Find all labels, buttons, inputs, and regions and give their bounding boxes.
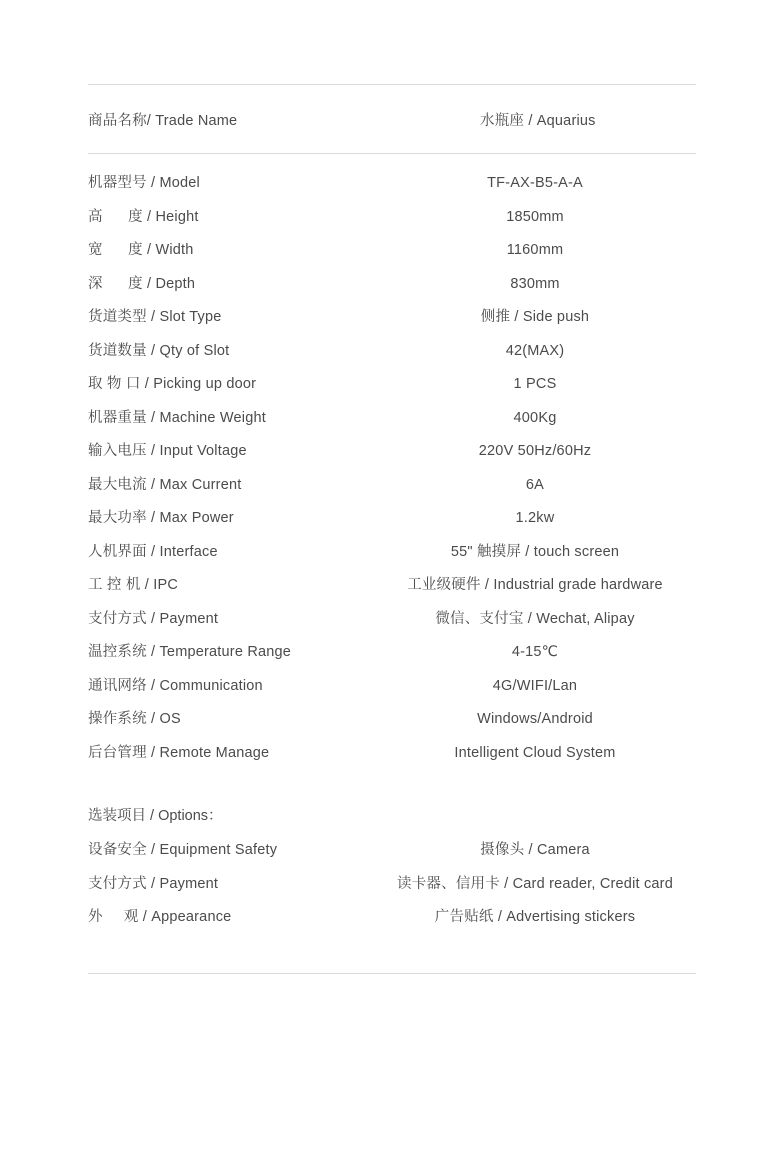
spec-value: 1160mm xyxy=(506,242,564,258)
spec-value: 工业级硬件 / Industrial grade hardware xyxy=(407,577,663,593)
spec-label: 输入电压 / Input Voltage xyxy=(88,443,247,459)
spec-row xyxy=(88,305,696,339)
bottom-divider-wrap xyxy=(88,973,696,974)
spec-row xyxy=(88,707,696,741)
spec-label: 机器重量 / Machine Weight xyxy=(88,409,266,426)
spec-value: 55" 触摸屏 / touch screen xyxy=(450,543,620,560)
spec-value: 42(MAX) xyxy=(505,342,565,359)
option-label: 支付方式 / Payment xyxy=(88,875,219,892)
spec-value: Windows/Android xyxy=(477,711,593,727)
spec-value: 830mm xyxy=(510,275,560,292)
spec-label: 通讯网络 / Communication xyxy=(88,677,263,694)
option-value: 广告贴纸 / Advertising stickers xyxy=(434,909,636,925)
spec-label: 深 度 / Depth xyxy=(88,275,196,292)
spec-row xyxy=(88,339,696,373)
spec-value: 1850mm xyxy=(506,208,564,225)
spec-label: 最大电流 / Max Current xyxy=(88,476,242,493)
spec-label: 机器型号 / Model xyxy=(88,175,200,191)
spec-value: 4-15℃ xyxy=(511,644,559,660)
spec-row xyxy=(88,573,696,607)
spec-row xyxy=(88,406,696,440)
options-title-label: 选装项目 / Options： xyxy=(88,808,223,824)
option-row xyxy=(88,838,696,872)
spec-row xyxy=(88,640,696,674)
spec-row xyxy=(88,473,696,507)
spec-label: 高 度 / Height xyxy=(88,208,199,225)
option-label: 设备安全 / Equipment Safety xyxy=(88,842,278,858)
spec-label: 货道类型 / Slot Type xyxy=(88,309,222,325)
option-row xyxy=(88,872,696,906)
spec-label: 最大功率 / Max Power xyxy=(88,510,234,526)
options-title xyxy=(88,804,696,838)
spec-value: 220V 50Hz/60Hz xyxy=(478,443,592,459)
spec-row xyxy=(88,741,696,775)
spec-value: Intelligent Cloud System xyxy=(454,744,616,761)
spec-value: 微信、支付宝 / Wechat, Alipay xyxy=(435,610,635,627)
spec-label: 宽 度 / Width xyxy=(88,242,194,258)
spec-label: 温控系统 / Temperature Range xyxy=(88,644,292,660)
spec-label: 后台管理 / Remote Manage xyxy=(88,744,270,761)
spec-content xyxy=(88,84,696,974)
spec-value: TF-AX-B5-A-A xyxy=(487,175,583,191)
spec-row xyxy=(88,238,696,272)
header-spacer xyxy=(88,154,696,171)
spec-label: 货道数量 / Qty of Slot xyxy=(88,342,230,359)
spec-value: 1 PCS xyxy=(513,376,557,392)
spec-label: 工 控 机 / IPC xyxy=(88,577,179,593)
spec-label: 操作系统 / OS xyxy=(88,711,181,727)
spec-value: 1.2kw xyxy=(515,510,555,526)
spec-row xyxy=(88,439,696,473)
trade-name-label: 商品名称/ Trade Name xyxy=(88,112,238,129)
spec-value: 6A xyxy=(525,476,545,493)
option-value: 摄像头 / Camera xyxy=(480,842,590,858)
bottom-divider xyxy=(88,973,696,974)
spec-row xyxy=(88,674,696,708)
spec-row xyxy=(88,607,696,641)
spec-label: 取 物 口 / Picking up door xyxy=(88,376,257,392)
spec-value: 400Kg xyxy=(513,409,557,426)
spec-row xyxy=(88,372,696,406)
spec-value: 4G/WIFI/Lan xyxy=(492,677,578,694)
trade-name-value: 水瓶座 / Aquarius xyxy=(480,112,596,129)
options-spacer xyxy=(88,774,696,804)
trade-name-row xyxy=(88,85,696,153)
spec-row xyxy=(88,272,696,306)
option-label: 外 观 / Appearance xyxy=(88,909,232,925)
spec-row xyxy=(88,205,696,239)
spec-label: 支付方式 / Payment xyxy=(88,610,219,627)
option-value: 读卡器、信用卡 / Card reader, Credit card xyxy=(397,875,673,892)
option-row xyxy=(88,905,696,939)
spec-row xyxy=(88,171,696,205)
spec-row xyxy=(88,540,696,574)
spec-value: 侧推 / Side push xyxy=(480,309,590,325)
spec-row xyxy=(88,506,696,540)
spec-label: 人机界面 / Interface xyxy=(88,543,218,560)
